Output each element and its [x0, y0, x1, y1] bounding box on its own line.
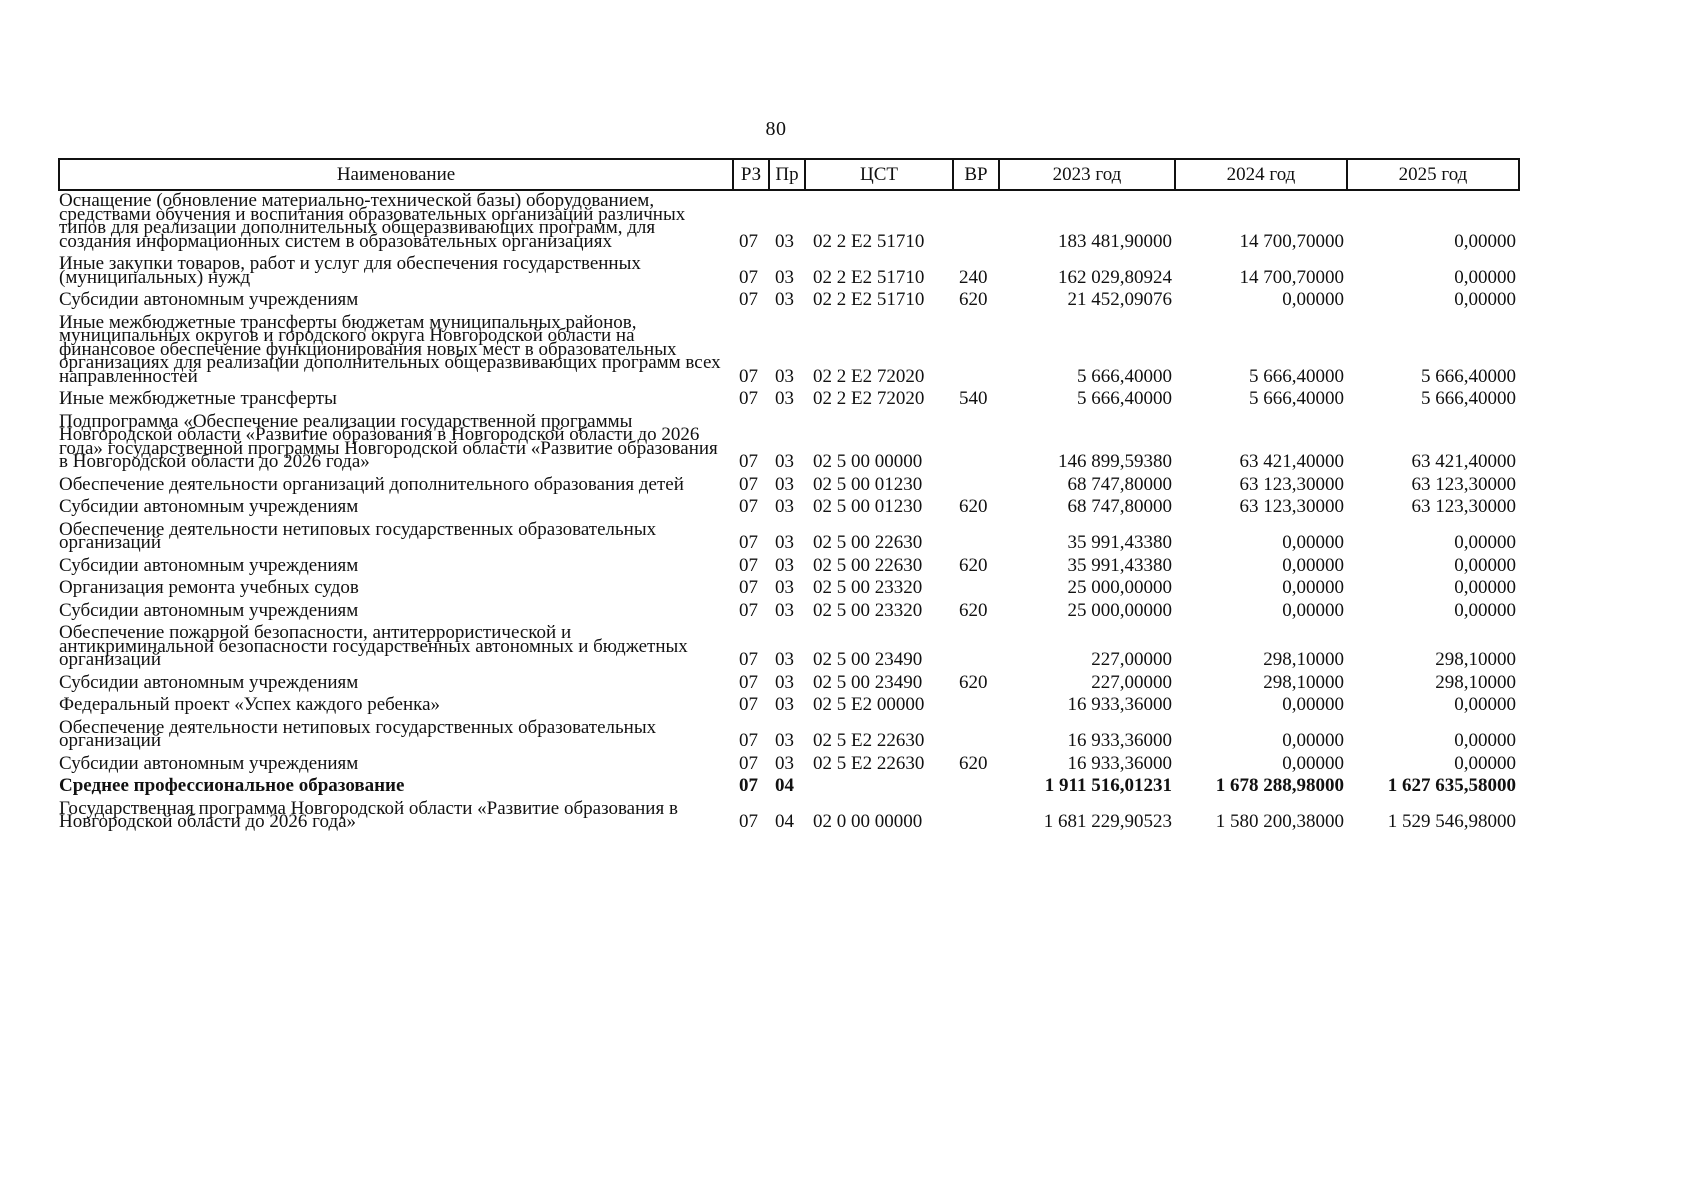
row-2025: 0,00000	[1454, 752, 1516, 774]
row-vr	[953, 475, 999, 498]
row-pr: 04	[775, 811, 794, 832]
table-row	[59, 389, 1519, 412]
row-name: Подпрограмма «Обеспечение реализации государственной программы Новгородской области «Развитие образования в Новгородской области до 2026 года» государственной программы Новгородской области «Развитие образования в Новгородской области до 2026 года»	[59, 410, 718, 472]
row-pr: 03	[775, 388, 794, 409]
row-2025: 63 123,30000	[1411, 473, 1516, 495]
header-cst: ЦСТ	[805, 159, 953, 190]
row-pr: 03	[775, 649, 794, 670]
row-cst: 02 5 00 23320	[813, 599, 923, 621]
row-name: Иные закупки товаров, работ и услуг для обеспечения государственных (муниципальных) нужд	[59, 253, 641, 288]
row-2024: 0,00000	[1282, 532, 1344, 553]
row-2023: 227,00000	[1091, 671, 1172, 693]
table-row	[59, 475, 1519, 498]
row-name: Иные межбюджетные трансферты бюджетам муниципальных районов, муниципальных округов и городского округа Новгородской области на финансовое обеспечение функционирования новых мест в образовательных организациях для реализации дополнительных общеразвивающих программ всех направленностей	[59, 311, 721, 387]
row-cst: 02 5 00 00000	[813, 451, 923, 472]
row-2023: 16 933,36000	[1067, 730, 1172, 751]
row-name: Обеспечение деятельности нетиповых государственных образовательных организаций	[59, 518, 657, 553]
row-2025: 0,00000	[1454, 554, 1516, 576]
table-body	[59, 190, 1519, 835]
row-2023: 16 933,36000	[1067, 752, 1172, 774]
row-rz: 07	[739, 554, 758, 576]
row-name: Федеральный проект «Успех каждого ребенка»	[59, 694, 441, 715]
row-rz: 07	[739, 289, 758, 310]
row-2024: 63 123,30000	[1239, 473, 1344, 495]
table-row	[59, 623, 1519, 673]
row-2024: 5 666,40000	[1249, 388, 1344, 409]
row-2025: 298,10000	[1435, 649, 1516, 670]
row-2025: 0,00000	[1454, 230, 1516, 252]
row-cst: 02 5 00 23320	[813, 577, 923, 598]
row-vr	[953, 313, 999, 390]
row-cst: 02 5 00 01230	[813, 496, 923, 517]
row-pr: 03	[775, 289, 794, 310]
row-cst: 02 5 00 01230	[813, 473, 923, 495]
table-row	[59, 313, 1519, 390]
row-cst: 02 2 Е2 51710	[813, 289, 925, 310]
row-2023: 68 747,80000	[1067, 473, 1172, 495]
row-rz: 07	[739, 811, 758, 832]
row-2023: 5 666,40000	[1077, 388, 1172, 409]
table-row	[59, 190, 1519, 254]
row-2024: 0,00000	[1282, 752, 1344, 774]
row-2024: 0,00000	[1282, 554, 1344, 576]
row-rz: 07	[739, 730, 758, 751]
table-row	[59, 254, 1519, 290]
row-name: Среднее профессиональное образование	[59, 775, 405, 796]
row-2025: 1 529 546,98000	[1387, 811, 1516, 832]
row-name: Субсидии автономным учреждениям	[59, 671, 359, 693]
budget-table	[58, 158, 1520, 835]
row-name: Субсидии автономным учреждениям	[59, 554, 359, 576]
row-2023: 25 000,00000	[1067, 577, 1172, 598]
row-2025: 0,00000	[1454, 730, 1516, 751]
row-vr	[953, 520, 999, 556]
row-cst: 02 2 Е2 72020	[813, 388, 925, 409]
row-rz: 07	[739, 532, 758, 553]
row-rz: 07	[739, 230, 758, 252]
table-row	[59, 718, 1519, 754]
row-2024: 5 666,40000	[1249, 365, 1344, 387]
row-name: Субсидии автономным учреждениям	[59, 752, 359, 774]
row-pr: 03	[775, 473, 794, 495]
row-pr: 03	[775, 532, 794, 553]
row-name: Субсидии автономным учреждениям	[59, 599, 359, 621]
row-2025: 5 666,40000	[1421, 365, 1516, 387]
row-pr: 03	[775, 599, 794, 621]
row-cst: 02 2 Е2 51710	[813, 266, 925, 288]
row-cst: 02 5 Е2 00000	[813, 694, 925, 715]
table-row	[59, 497, 1519, 520]
row-name: Оснащение (обновление материально-технической базы) оборудованием, средствами обучения и воспитания образовательных организаций различных типов для реализации дополнительных общеразвивающих программ, для создания информационных систем в образовательных организациях	[59, 190, 686, 252]
row-vr	[953, 412, 999, 475]
row-2024: 0,00000	[1282, 599, 1344, 621]
row-rz: 07	[739, 599, 758, 621]
budget-table-container	[58, 158, 1518, 835]
row-vr: 620	[959, 752, 988, 774]
row-2024: 298,10000	[1263, 649, 1344, 670]
row-cst	[805, 776, 953, 799]
row-pr: 03	[775, 451, 794, 472]
row-vr	[953, 623, 999, 673]
row-vr: 540	[959, 388, 988, 409]
row-cst: 02 0 00 00000	[813, 811, 923, 832]
row-2025: 1 627 635,58000	[1387, 775, 1516, 796]
row-2024: 63 421,40000	[1239, 451, 1344, 472]
row-rz: 07	[739, 694, 758, 715]
row-2023: 16 933,36000	[1067, 694, 1172, 715]
row-2024: 0,00000	[1282, 694, 1344, 715]
header-vr: ВР	[953, 159, 999, 190]
row-rz: 07	[739, 496, 758, 517]
row-2023: 21 452,09076	[1067, 289, 1172, 310]
row-2024: 1 678 288,98000	[1215, 775, 1344, 796]
row-vr	[953, 718, 999, 754]
table-row	[59, 578, 1519, 601]
table-row	[59, 673, 1519, 696]
row-2023: 227,00000	[1091, 649, 1172, 670]
header-rz: РЗ	[733, 159, 769, 190]
row-2024: 0,00000	[1282, 577, 1344, 598]
row-name: Субсидии автономным учреждениям	[59, 289, 359, 310]
row-2023: 5 666,40000	[1077, 365, 1172, 387]
row-pr: 03	[775, 496, 794, 517]
row-name: Иные межбюджетные трансферты	[59, 388, 337, 409]
header-2024: 2024 год	[1175, 159, 1347, 190]
row-pr: 03	[775, 752, 794, 774]
row-vr	[953, 190, 999, 254]
row-2024: 298,10000	[1263, 671, 1344, 693]
row-pr: 03	[775, 694, 794, 715]
row-2023: 68 747,80000	[1067, 496, 1172, 517]
row-2024: 63 123,30000	[1239, 496, 1344, 517]
row-pr: 04	[775, 775, 794, 796]
table-row	[59, 695, 1519, 718]
row-cst: 02 5 00 22630	[813, 532, 923, 553]
row-name: Обеспечение пожарной безопасности, антитеррористической и антикриминальной безопасности государственных автономных и бюджетных организаций	[59, 622, 688, 670]
row-pr: 03	[775, 554, 794, 576]
row-vr	[953, 776, 999, 799]
row-vr: 620	[959, 496, 988, 517]
row-pr: 03	[775, 730, 794, 751]
table-row	[59, 290, 1519, 313]
row-cst: 02 5 00 23490	[813, 671, 923, 693]
header-pr: Пр	[769, 159, 805, 190]
row-vr	[953, 799, 999, 835]
row-2023: 25 000,00000	[1067, 599, 1172, 621]
row-2025: 298,10000	[1435, 671, 1516, 693]
row-vr	[953, 695, 999, 718]
row-name: Организация ремонта учебных судов	[59, 577, 359, 598]
row-2024: 14 700,70000	[1239, 266, 1344, 288]
row-2023: 146 899,59380	[1058, 451, 1172, 472]
table-row	[59, 556, 1519, 579]
row-2023: 1 681 229,90523	[1043, 811, 1172, 832]
table-header-row	[59, 159, 1519, 190]
row-2023: 35 991,43380	[1067, 554, 1172, 576]
row-vr: 620	[959, 599, 988, 621]
row-vr: 620	[959, 671, 988, 693]
row-2023: 162 029,80924	[1058, 266, 1172, 288]
row-name: Обеспечение деятельности нетиповых государственных образовательных организаций	[59, 716, 657, 751]
row-pr: 03	[775, 365, 794, 387]
row-2025: 0,00000	[1454, 577, 1516, 598]
table-row	[59, 754, 1519, 777]
row-name: Субсидии автономным учреждениям	[59, 496, 359, 517]
row-rz: 07	[739, 266, 758, 288]
row-cst: 02 5 Е2 22630	[813, 752, 925, 774]
row-2024: 0,00000	[1282, 289, 1344, 310]
row-2025: 63 421,40000	[1411, 451, 1516, 472]
row-name: Государственная программа Новгородской области «Развитие образования в Новгородской области до 2026 года»	[59, 797, 678, 832]
row-rz: 07	[739, 775, 758, 796]
row-2024: 0,00000	[1282, 730, 1344, 751]
table-row	[59, 799, 1519, 835]
row-2025: 63 123,30000	[1411, 496, 1516, 517]
row-rz: 07	[739, 365, 758, 387]
row-rz: 07	[739, 752, 758, 774]
row-2025: 0,00000	[1454, 266, 1516, 288]
row-pr: 03	[775, 230, 794, 252]
table-row	[59, 776, 1519, 799]
header-2023: 2023 год	[999, 159, 1175, 190]
row-vr: 240	[959, 266, 988, 288]
row-vr: 620	[959, 289, 988, 310]
header-2025: 2025 год	[1347, 159, 1519, 190]
row-vr	[953, 578, 999, 601]
table-row	[59, 412, 1519, 475]
row-pr: 03	[775, 577, 794, 598]
row-cst: 02 5 00 22630	[813, 554, 923, 576]
row-2025: 0,00000	[1454, 599, 1516, 621]
row-2025: 0,00000	[1454, 694, 1516, 715]
row-2024: 1 580 200,38000	[1215, 811, 1344, 832]
row-2023: 1 911 516,01231	[1044, 775, 1172, 796]
row-2023: 35 991,43380	[1067, 532, 1172, 553]
row-vr: 620	[959, 554, 988, 576]
row-cst: 02 2 Е2 51710	[813, 230, 925, 252]
table-row	[59, 601, 1519, 624]
row-2023: 183 481,90000	[1058, 230, 1172, 252]
row-rz: 07	[739, 451, 758, 472]
row-2025: 5 666,40000	[1421, 388, 1516, 409]
row-rz: 07	[739, 388, 758, 409]
row-2025: 0,00000	[1454, 532, 1516, 553]
row-cst: 02 2 Е2 72020	[813, 365, 925, 387]
row-2025: 0,00000	[1454, 289, 1516, 310]
row-rz: 07	[739, 649, 758, 670]
row-name: Обеспечение деятельности организаций дополнительного образования детей	[59, 473, 684, 495]
row-rz: 07	[739, 473, 758, 495]
row-cst: 02 5 Е2 22630	[813, 730, 925, 751]
row-rz: 07	[739, 577, 758, 598]
page-number: 80	[765, 118, 787, 140]
table-row	[59, 520, 1519, 556]
header-name: Наименование	[59, 159, 733, 190]
row-cst: 02 5 00 23490	[813, 649, 923, 670]
row-2024: 14 700,70000	[1239, 230, 1344, 252]
row-pr: 03	[775, 266, 794, 288]
row-pr: 03	[775, 671, 794, 693]
row-rz: 07	[739, 671, 758, 693]
